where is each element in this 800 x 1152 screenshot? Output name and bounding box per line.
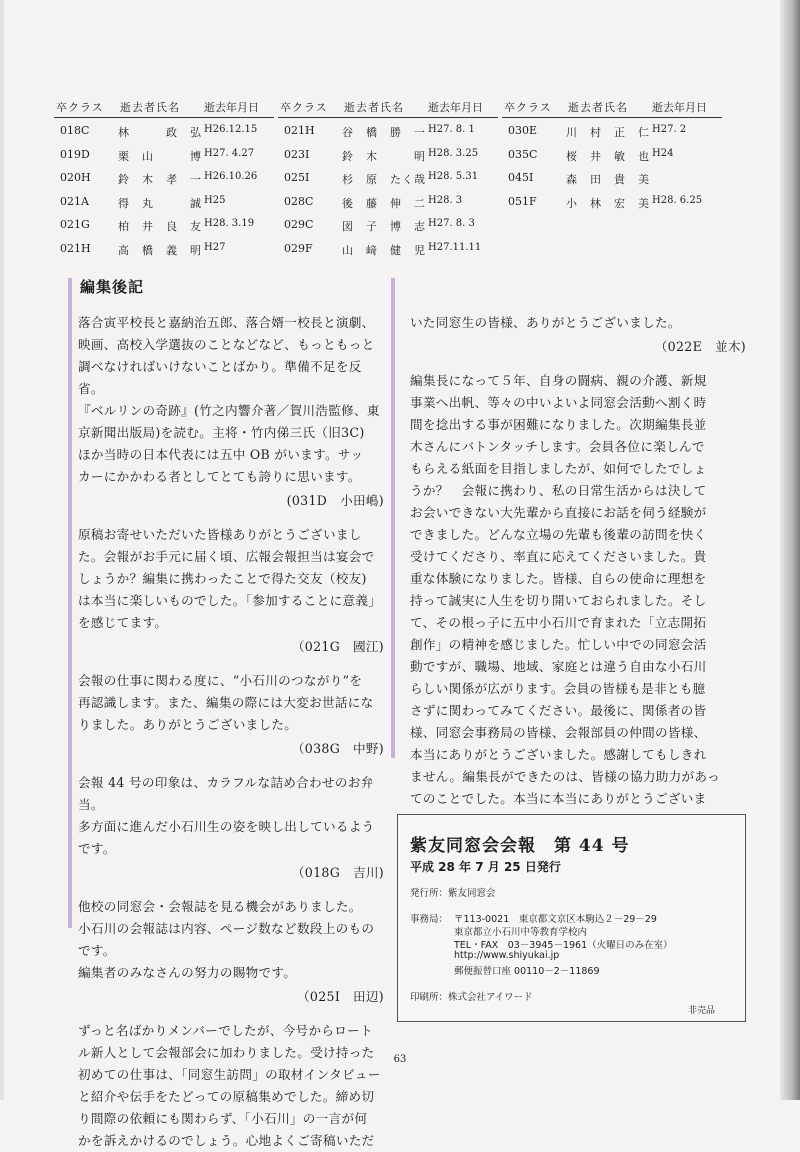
note-signature: （021G 國江) — [291, 639, 384, 654]
page-binding-shadow — [780, 0, 800, 1100]
deceased-table-2 — [278, 95, 498, 259]
table-row — [54, 189, 274, 213]
date-cell: H28. 3.19 — [204, 218, 255, 229]
name-cell: 高 橋 義 明 — [118, 243, 202, 257]
table-row — [54, 118, 274, 142]
class-cell: 021H — [284, 124, 315, 137]
header-date: 逝去年月日 — [204, 101, 259, 114]
table-row — [278, 142, 498, 166]
notes-left-column — [78, 312, 384, 1152]
name-cell: 柏 井 良 友 — [118, 220, 202, 233]
section-accent-bar — [68, 278, 72, 928]
deceased-table-3 — [502, 95, 722, 212]
date-cell: H28. 3 — [428, 194, 463, 206]
note-signature: （022E 並木) — [654, 339, 746, 354]
note-paragraph: 会報 44 号の印象は、カラフルな詰め合わせのお弁 当。 多方面に進んだ小石川生の姿を映し出しているよう です。 — [78, 775, 375, 856]
name-cell: 得 丸 誠 — [118, 196, 202, 210]
table-row — [54, 142, 274, 166]
publisher-name: 紫友同窓会 — [448, 888, 496, 899]
notes-title: 編集後記 — [80, 278, 145, 296]
office-line: 郵便振替口座 00110－2－11869 — [454, 966, 600, 977]
class-cell: 051F — [508, 194, 537, 208]
office-line: 〒113-0021 東京都文京区本駒込２－29－29 — [454, 914, 657, 925]
table-row — [54, 212, 274, 236]
name-cell: 後 藤 伸 二 — [342, 196, 426, 210]
office-url[interactable]: http://www.shiyukai.jp — [454, 950, 560, 961]
date-cell: H27. 4.27 — [204, 147, 255, 159]
header-date: 逝去年月日 — [652, 101, 707, 114]
colophon-title: 紫友同窓会会報 第 44 号 — [410, 836, 630, 856]
name-cell: 小 林 宏 美 — [566, 196, 650, 210]
name-cell: 図 子 博 志 — [342, 220, 426, 233]
table-header — [278, 95, 498, 118]
table-header — [502, 95, 722, 118]
date-cell: H27. 8. 3 — [428, 218, 475, 229]
date-cell: H27 — [204, 241, 226, 253]
note-signature: （025I 田辺) — [296, 989, 384, 1004]
office-label: 事務局： — [410, 914, 449, 925]
not-for-sale: 非売品 — [687, 1006, 715, 1016]
note-paragraph: 原稿お寄せいただいた皆様ありがとうございまし た。会報がお手元に届く頃、広報会報担当は宴会で しょうか？編集に携わったことで得た交友（校友) は本当に楽しいものでした。「参加することに意義」 を感じてます。 — [78, 527, 382, 630]
table-row — [278, 118, 498, 142]
publisher-row — [410, 885, 496, 899]
header-name: 逝去者氏名 — [120, 101, 180, 114]
table-row — [54, 236, 274, 260]
class-cell: 035C — [508, 147, 538, 161]
name-cell: 鈴 木 孝 一 — [118, 173, 202, 186]
notes-right-column — [410, 312, 746, 868]
publisher-label: 発行所： — [410, 888, 449, 899]
class-cell: 020H — [60, 171, 91, 184]
date-cell: H28. 6.25 — [652, 194, 703, 206]
table-header — [54, 95, 274, 118]
header-class: 卒クラス — [56, 101, 104, 114]
table-row — [502, 165, 722, 189]
date-cell: H25 — [204, 194, 226, 206]
table-row — [502, 142, 722, 166]
note-paragraph: 会報の仕事に関わる度に、“小石川のつながり”を 再認識します。また、編集の際には大変お世話にな りました。ありがとうございました。 — [78, 673, 374, 732]
note-paragraph: いた同窓生の皆様、ありがとうございました。 — [410, 315, 681, 330]
class-cell: 029C — [284, 218, 314, 231]
name-cell: 林 政 弘 — [118, 126, 202, 139]
table-row — [278, 236, 498, 260]
date-cell: H27.11.11 — [428, 241, 482, 253]
date-cell: H26.12.15 — [204, 124, 258, 135]
class-cell: 028C — [284, 194, 314, 208]
table-row — [502, 189, 722, 213]
note-signature: （038G 中野) — [291, 741, 384, 756]
class-cell: 023I — [284, 147, 310, 161]
printer-name: 株式会社アイワード — [448, 992, 533, 1003]
header-class: 卒クラス — [280, 101, 328, 114]
printer-label: 印刷所： — [410, 992, 449, 1003]
header-name: 逝去者氏名 — [344, 101, 404, 114]
header-class: 卒クラス — [504, 101, 552, 114]
class-cell: 021H — [60, 241, 91, 255]
note-signature: (031D 小田嶋) — [286, 493, 384, 508]
header-name: 逝去者氏名 — [568, 101, 628, 114]
colophon-issued: 平成 28 年 7 月 25 日発行 — [410, 860, 561, 874]
date-cell: H26.10.26 — [204, 171, 258, 182]
note-paragraph: 編集長になって５年、自身の闘病、親の介護、新規 事業へ出帆、等々の中いよいよ同窓会活動へ割く時 間を捻出する事が困難になりました。次期編集長並 木さんにバトンタッチします。会員各位に楽しんで もらえる紙面を目指しましたが、如何でしたでしょ うか？ 会報に携わり、私の日常生活からは決して お会いできない大先輩から直接にお話を伺う経験が できました。どんな立場の先輩も後輩の訪問を快く 受けてくださり、率直に応えてくださいました。貴 重な体験になりました。皆様、自らの使命に理想を 持って誠実に人生を切り開いておられました。そし て、その根っ子に五中小石川で育まれた「立志開拓 創作」の精神を感じました。忙しい中での同窓会活 動ですが、職場、地域、家庭とは違う自由な小石川 らしい関係が広がります。会員の皆様も是非とも臆 さずに関わってみてください。最後に、関係者の皆 様、同窓会事務局の皆様、会報部員の仲間の皆様、 本当にありがとうございました。感謝してもしきれ ません。編集長ができたのは、皆様の協力助力があっ てのことでした。本当に本当にありがとうございま — [410, 373, 721, 806]
page-number: 63 — [393, 1054, 407, 1065]
name-cell: 鈴 木 明 — [342, 149, 426, 163]
name-cell: 森 田 貴 美 — [566, 173, 650, 186]
page-left-edge — [0, 0, 4, 1100]
class-cell: 018C — [60, 124, 90, 137]
class-cell: 021G — [60, 218, 90, 231]
printer-row — [410, 989, 533, 1003]
table-row — [502, 118, 722, 142]
table-row — [278, 165, 498, 189]
header-date: 逝去年月日 — [428, 101, 483, 114]
table-row — [54, 165, 274, 189]
class-cell: 021A — [60, 194, 89, 208]
table-row — [278, 189, 498, 213]
date-cell: H28. 5.31 — [428, 171, 479, 182]
date-cell: H24 — [652, 147, 674, 159]
name-cell: 桜 井 敏 也 — [566, 149, 650, 163]
name-cell: 山 﨑 健 児 — [342, 243, 426, 257]
class-cell: 045I — [508, 171, 534, 184]
office-line: 東京都立小石川中等教育学校内 — [454, 927, 588, 938]
class-cell: 029F — [284, 241, 313, 255]
note-paragraph: ずっと名ばかりメンバーでしたが、今号からロート ル新人として会報部会に加わりました。受け持った 初めての仕事は、「同窓生訪問」の取材インタビュー と紹介や伝手をたどっての原稿集めでした。締め切 り間際の依頼にも関わらず、「小石川」の一言が何 かを訴えかけるのでしょう。心地よくご寄稿いただ — [78, 1023, 381, 1148]
name-cell: 谷 橋 勝 一 — [342, 126, 426, 139]
date-cell: H28. 3.25 — [428, 147, 479, 159]
table-row — [278, 212, 498, 236]
date-cell: H27. 8. 1 — [428, 124, 475, 135]
section-accent-bar — [391, 278, 395, 758]
date-cell: H27. 2 — [652, 124, 687, 135]
class-cell: 019D — [60, 147, 90, 161]
note-paragraph: 落合寅平校長と嘉納治五郎、落合婿一校長と演劇、 映画、高校入学選抜のことなどなど、もっともっと 調べなければいけないことばかり。準備不足を反省。 『ベルリンの奇跡』(竹之内響介著／賀川浩監修、東 京新聞出版局)を読む。主将・竹内俤三氏（旧3C) ほか当時の日本代表には五中 OB がいます。サッ カーにかかわる者としてとても誇りに思います。 — [78, 315, 380, 484]
class-cell: 030E — [508, 124, 538, 137]
office-line: TEL・FAX 03－3945－1961（火曜日のみ在室） — [454, 940, 673, 951]
name-cell: 川 村 正 仁 — [566, 126, 650, 139]
note-signature: （018G 吉川) — [291, 865, 384, 880]
name-cell: 栗 山 博 — [118, 149, 202, 163]
class-cell: 025I — [284, 171, 310, 184]
deceased-table-1 — [54, 95, 274, 259]
note-paragraph: 他校の同窓会・会報誌を見る機会がありました。 小石川の会報誌は内容、ページ数など数段上のもの です。 編集者のみなさんの努力の賜物です。 — [78, 899, 375, 980]
name-cell: 杉 原 たく哉 — [342, 173, 426, 186]
colophon-box — [397, 814, 746, 1022]
